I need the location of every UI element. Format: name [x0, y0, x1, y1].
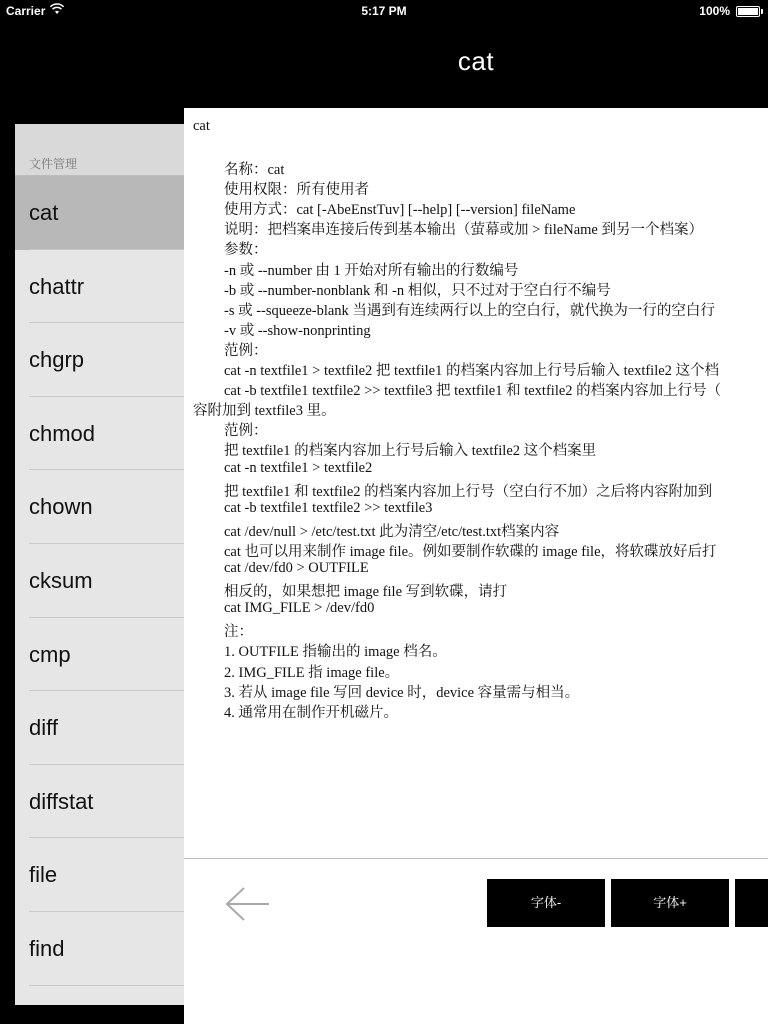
back-button[interactable] — [224, 884, 272, 924]
command-sidebar — [15, 124, 184, 1005]
extra-toolbar-button[interactable] — [735, 879, 768, 927]
sidebar-item-cat[interactable]: cat — [15, 176, 184, 250]
document-line: -b 或 --number-nonblank 和 -n 相似，只不过对于空白行不编号 — [224, 282, 611, 299]
sidebar-item-diff[interactable]: diff — [15, 691, 184, 765]
document-line: 相反的，如果想把 image file 写到软碟，请打 — [224, 584, 508, 601]
document-line: 容附加到 textfile3 里。 — [193, 403, 336, 420]
document-line: cat /dev/fd0 > OUTFILE — [224, 560, 369, 576]
battery-percentage: 100% — [699, 4, 730, 18]
document-line: cat -n textfile1 > textfile2 把 textfile1 的档案内容加上行号后输入 textfile2 这个档 — [224, 363, 720, 379]
command-document[interactable] — [184, 108, 768, 856]
battery-icon — [736, 6, 760, 17]
sidebar-item-find[interactable]: find — [15, 912, 184, 986]
document-line: 把 textfile1 和 textfile2 的档案内容加上行号（空白行不加）之后将内容附加到 — [224, 483, 713, 500]
document-line: 2. IMG_FILE 指 image file。 — [224, 664, 400, 681]
sidebar-item-cksum[interactable]: cksum — [15, 544, 184, 618]
document-line: -v 或 --show-nonprinting — [224, 322, 371, 339]
document-line: cat -b textfile1 textfile2 >> textfile3 把 textfile1 和 textfile2 的档案内容加上行号（ — [224, 383, 722, 400]
document-line: cat IMG_FILE > /dev/fd0 — [224, 600, 375, 617]
clock: 5:17 PM — [361, 4, 407, 18]
font-increase-button[interactable]: 字体+ — [611, 879, 729, 927]
document-line: 参数： — [224, 242, 268, 259]
font-decrease-button[interactable]: 字体- — [487, 879, 605, 927]
document-line: cat /dev/null > /etc/test.txt 此为清空/etc/test.txt档案内容 — [224, 523, 560, 540]
document-line: 4. 通常用在制作开机磁片。 — [224, 704, 398, 721]
document-line: 注： — [224, 624, 253, 641]
sidebar-item-chmod[interactable]: chmod — [15, 397, 184, 471]
sidebar-item-file[interactable]: file — [15, 838, 184, 912]
carrier-label: Carrier — [6, 4, 46, 18]
document-line: 3. 若从 image file 写回 device 时，device 容量需与相当。 — [224, 684, 580, 701]
document-line: 使用权限：所有使用者 — [224, 182, 369, 199]
document-line: -n 或 --number 由 1 开始对所有输出的行数编号 — [224, 262, 519, 279]
sidebar-item-cmp[interactable]: cmp — [15, 618, 184, 692]
detail-pane — [184, 108, 768, 1024]
document-line: cat -n textfile1 > textfile2 — [224, 459, 373, 476]
document-line: 范例： — [224, 342, 268, 359]
document-line: 1. OUTFILE 指输出的 image 档名。 — [224, 644, 447, 661]
document-line: cat -b textfile1 textfile2 >> textfile3 — [224, 499, 433, 516]
document-line: cat 也可以用来制作 image file。例如要制作软碟的 image file，将软碟放好后打 — [224, 543, 717, 560]
document-line: 使用方式：cat [-AbeEnstTuv] [--help] [--version] fileName — [224, 202, 576, 219]
document-line: 说明：把档案串连接后传到基本输出（萤幕或加 > fileName 到另一个档案） — [224, 222, 703, 239]
left-arrow-icon — [224, 884, 272, 924]
sidebar-item-diffstat[interactable]: diffstat — [15, 765, 184, 839]
sidebar-item-chown[interactable]: chown — [15, 470, 184, 544]
document-line: -s 或 --squeeze-blank 当遇到有连续两行以上的空白行，就代换为一行的空白行 — [224, 302, 715, 319]
sidebar-section-header: 文件管理 — [15, 124, 184, 176]
status-bar — [0, 0, 768, 22]
toolbar-divider — [184, 858, 768, 859]
document-line: 范例： — [224, 423, 268, 440]
page-title: cat — [457, 46, 495, 76]
document-line: 名称：cat — [224, 162, 285, 178]
sidebar-item-chgrp[interactable]: chgrp — [15, 323, 184, 397]
sidebar-item-chattr[interactable]: chattr — [15, 250, 184, 324]
document-line: 把 textfile1 的档案内容加上行号后输入 textfile2 这个档案里 — [224, 443, 597, 460]
document-title: cat — [193, 118, 210, 134]
